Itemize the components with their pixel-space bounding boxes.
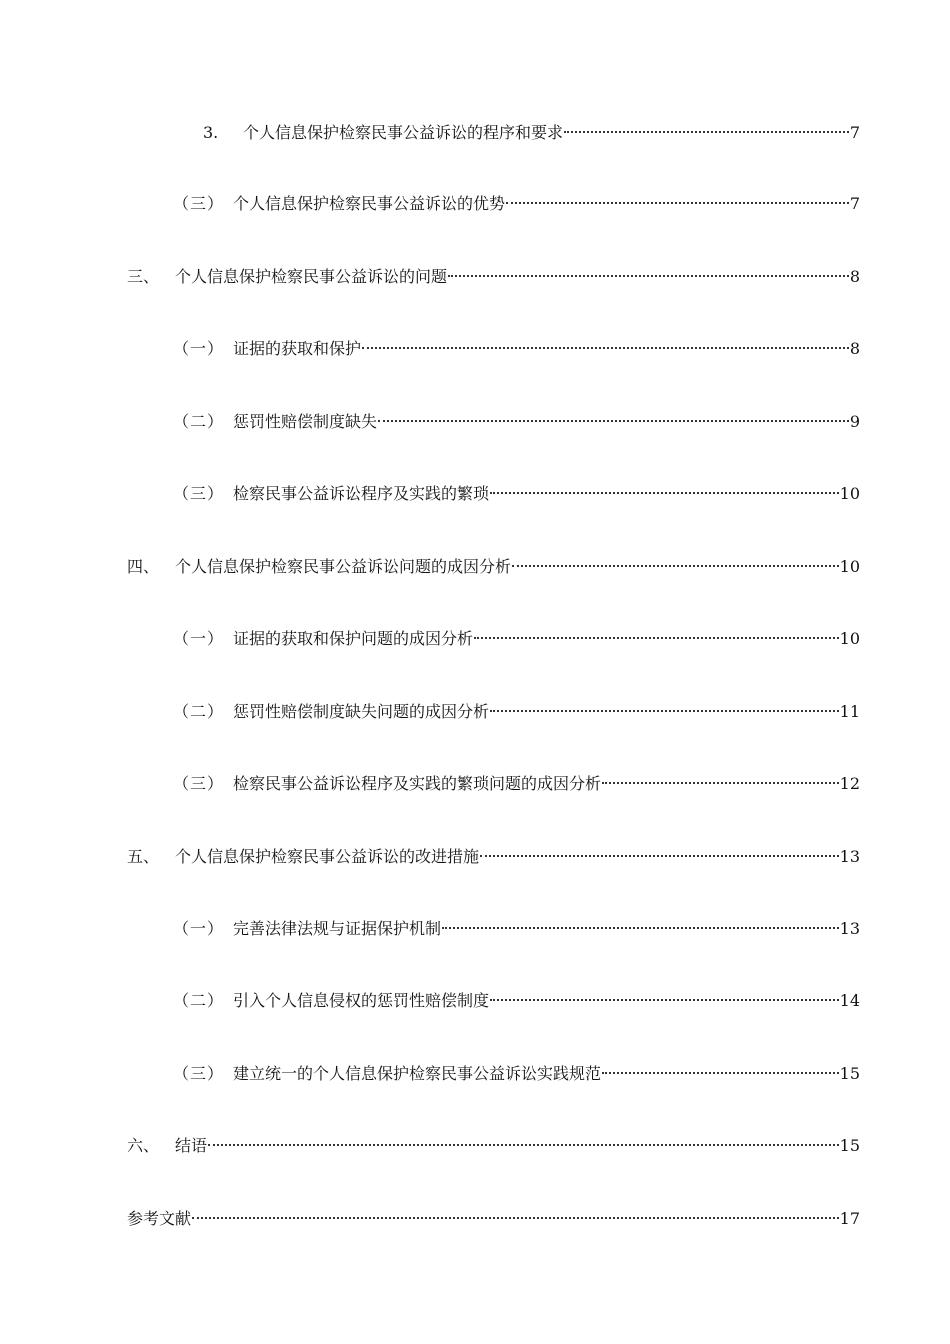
toc-entry-title: 个人信息保护检察民事公益诉讼的改进措施 <box>175 847 480 866</box>
toc-entry[interactable] <box>173 912 860 940</box>
toc-entry-page: 14 <box>839 991 860 1010</box>
toc-entry-page: 9 <box>849 412 860 431</box>
toc-entry[interactable] <box>173 984 860 1012</box>
toc-entry[interactable] <box>173 332 860 360</box>
toc-entry-page: 7 <box>849 194 860 213</box>
toc-dot-leader <box>192 1202 839 1224</box>
toc-entry-title: 个人信息保护检察民事公益诉讼的程序和要求 <box>243 123 564 142</box>
toc-dot-leader <box>512 550 839 572</box>
toc-entry-number: 六、 <box>127 1136 160 1155</box>
toc-entry-title: 惩罚性赔偿制度缺失问题的成因分析 <box>233 702 490 721</box>
toc-entry[interactable] <box>127 1129 860 1157</box>
toc-dot-leader <box>490 984 839 1006</box>
toc-entry-title: 检察民事公益诉讼程序及实践的繁琐问题的成因分析 <box>233 774 602 793</box>
toc-dot-leader <box>564 116 849 138</box>
toc-entry-title: 惩罚性赔偿制度缺失 <box>233 412 378 431</box>
toc-entry-title: 个人信息保护检察民事公益诉讼的优势 <box>233 194 506 213</box>
toc-entry-page: 11 <box>839 702 860 721</box>
toc-entry-page: 10 <box>839 557 860 576</box>
toc-entry-page: 15 <box>839 1136 860 1155</box>
toc-dot-leader <box>474 622 839 644</box>
toc-dot-leader <box>362 332 849 354</box>
toc-entry-title: 个人信息保护检察民事公益诉讼的问题 <box>175 267 448 286</box>
toc-entry-number: 四、 <box>127 557 160 576</box>
toc-dot-leader <box>480 840 839 862</box>
toc-entry-title: 个人信息保护检察民事公益诉讼问题的成因分析 <box>175 557 512 576</box>
toc-entry[interactable] <box>173 477 860 505</box>
toc-entry-number: （二） <box>173 991 225 1010</box>
toc-entry-number: （三） <box>173 1064 225 1083</box>
toc-dot-leader <box>602 767 839 789</box>
toc-entry-page: 13 <box>839 847 860 866</box>
toc-entry-page: 8 <box>849 267 860 286</box>
toc-entry-number: （一） <box>173 339 225 358</box>
toc-entry[interactable] <box>173 187 860 215</box>
toc-entry-title: 证据的获取和保护 <box>233 339 362 358</box>
toc-entry[interactable] <box>173 767 860 795</box>
toc-entry[interactable] <box>127 260 860 288</box>
toc-entry[interactable] <box>173 1057 860 1085</box>
toc-entry-number: （一） <box>173 919 225 938</box>
toc-dot-leader <box>378 405 849 427</box>
toc-dot-leader <box>602 1057 839 1079</box>
toc-entry[interactable] <box>127 840 860 868</box>
toc-entry-number: （三） <box>173 484 225 503</box>
toc-entry-page: 17 <box>839 1209 860 1228</box>
toc-entry-page: 7 <box>849 123 860 142</box>
toc-entry-title: 完善法律法规与证据保护机制 <box>233 919 442 938</box>
toc-dot-leader <box>448 260 849 282</box>
toc-entry-number: （一） <box>173 629 225 648</box>
toc-entry-title: 结语 <box>175 1136 208 1155</box>
toc-entry[interactable] <box>173 622 860 650</box>
toc-entry-page: 8 <box>849 339 860 358</box>
toc-entry-number: 3. <box>203 123 219 142</box>
toc-entry-number: （三） <box>173 194 225 213</box>
toc-entry-title: 参考文献 <box>127 1209 192 1228</box>
toc-entry-number: （二） <box>173 412 225 431</box>
toc-dot-leader <box>490 695 839 717</box>
toc-entry-title: 引入个人信息侵权的惩罚性赔偿制度 <box>233 991 490 1010</box>
toc-entry-page: 10 <box>839 629 860 648</box>
toc-entry-page: 13 <box>839 919 860 938</box>
toc-entry-page: 10 <box>839 484 860 503</box>
toc-entry[interactable] <box>173 405 860 433</box>
toc-dot-leader <box>506 187 849 209</box>
toc-entry-number: （二） <box>173 702 225 721</box>
toc-entry-number: 三、 <box>127 267 160 286</box>
toc-entry-page: 12 <box>839 774 860 793</box>
toc-entry-number: （三） <box>173 774 225 793</box>
toc-entry-title: 检察民事公益诉讼程序及实践的繁琐 <box>233 484 490 503</box>
toc-entry-number: 五、 <box>127 847 160 866</box>
toc-dot-leader <box>442 912 839 934</box>
toc-entry[interactable] <box>127 550 860 578</box>
toc-entry[interactable] <box>127 1202 860 1230</box>
toc-entry[interactable] <box>203 116 860 144</box>
toc-entry[interactable] <box>173 695 860 723</box>
toc-dot-leader <box>208 1129 839 1151</box>
toc-entry-title: 建立统一的个人信息保护检察民事公益诉讼实践规范 <box>233 1064 602 1083</box>
toc-entry-page: 15 <box>839 1064 860 1083</box>
toc-dot-leader <box>490 477 839 499</box>
toc-entry-title: 证据的获取和保护问题的成因分析 <box>233 629 474 648</box>
